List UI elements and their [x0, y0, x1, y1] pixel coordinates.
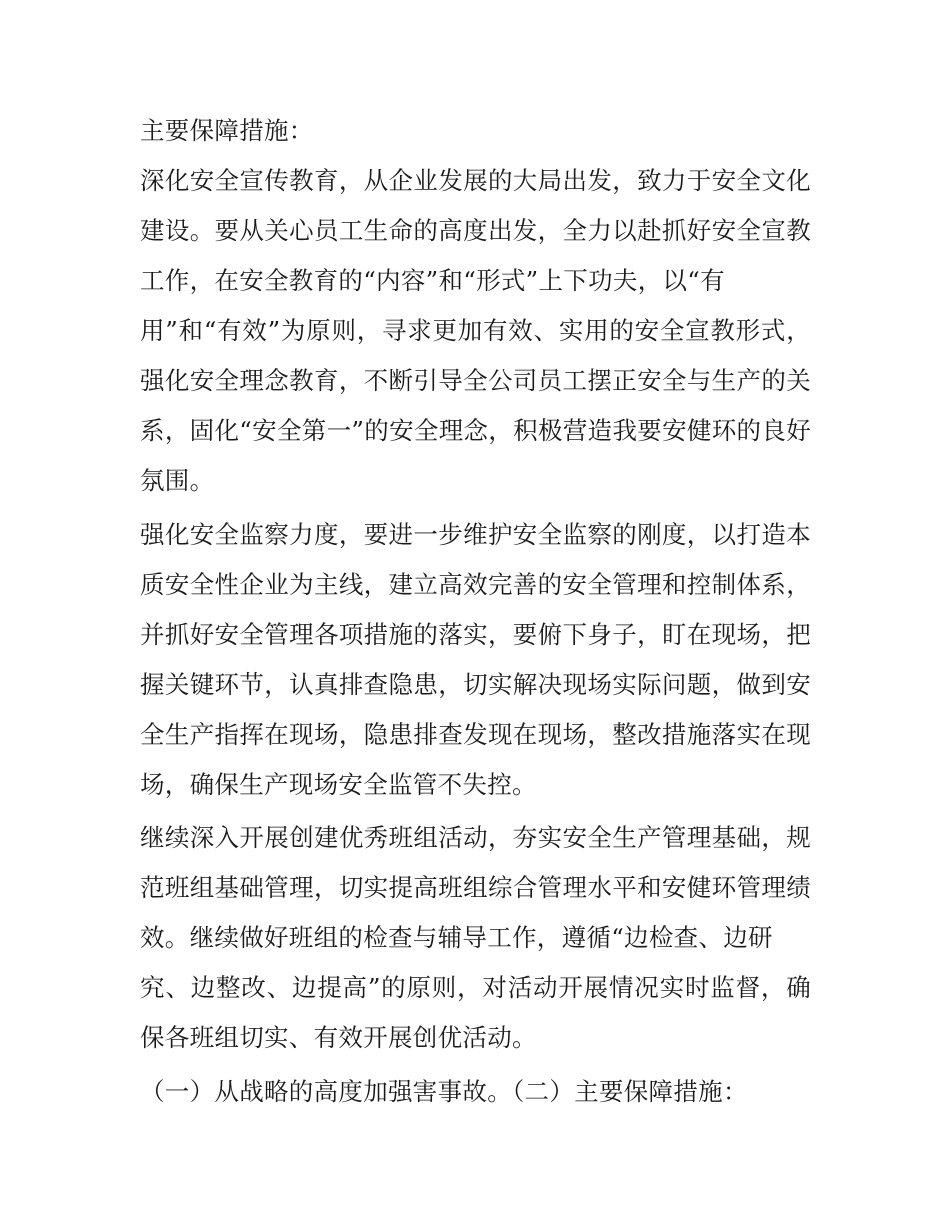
heading-line: 主要保障措施：	[140, 116, 314, 145]
body-line: 效。继续做好班组的检查与辅导工作，遵循“边检查、边研	[140, 923, 773, 952]
body-line: 用”和“有效”为原则，寻求更加有效、实用的安全宣教形式，	[140, 316, 811, 345]
body-line: 深化安全宣传教育，从企业发展的大局出发，致力于安全文化	[140, 166, 811, 195]
body-line: 质安全性企业为主线，建立高效完善的安全管理和控制体系，	[140, 570, 811, 599]
body-line: 继续深入开展创建优秀班组活动，夯实安全生产管理基础，规	[140, 823, 811, 852]
body-line: 强化安全监察力度，要进一步维护安全监察的刚度，以打造本	[140, 520, 811, 549]
body-line: 全生产指挥在现场，隐患排查发现在现场，整改措施落实在现	[140, 720, 811, 749]
body-line: 场，确保生产现场安全监管不失控。	[140, 770, 537, 799]
body-line: 究、边整改、边提高”的原则，对活动开展情况实时监督，确	[140, 973, 811, 1002]
body-line: 工作，在安全教育的“内容”和“形式”上下功夫，以“有	[140, 266, 725, 295]
footer-outline-line: （一）从战略的高度加强害事故。（二）主要保障措施：	[140, 1077, 748, 1106]
body-line: 范班组基础管理，切实提高班组综合管理水平和安健环管理绩	[140, 873, 811, 902]
body-line: 氛围。	[140, 466, 215, 495]
body-line: 系，固化“安全第一”的安全理念，积极营造我要安健环的良好	[140, 416, 811, 445]
body-line: 握关键环节，认真排查隐患，切实解决现场实际问题，做到安	[140, 670, 811, 699]
body-line: 并抓好安全管理各项措施的落实，要俯下身子，盯在现场，把	[140, 620, 811, 649]
body-line: 建设。要从关心员工生命的高度出发，全力以赴抓好安全宣教	[140, 216, 811, 245]
body-line: 保各班组切实、有效开展创优活动。	[140, 1023, 537, 1052]
body-line: 强化安全理念教育，不断引导全公司员工摆正安全与生产的关	[140, 366, 811, 395]
